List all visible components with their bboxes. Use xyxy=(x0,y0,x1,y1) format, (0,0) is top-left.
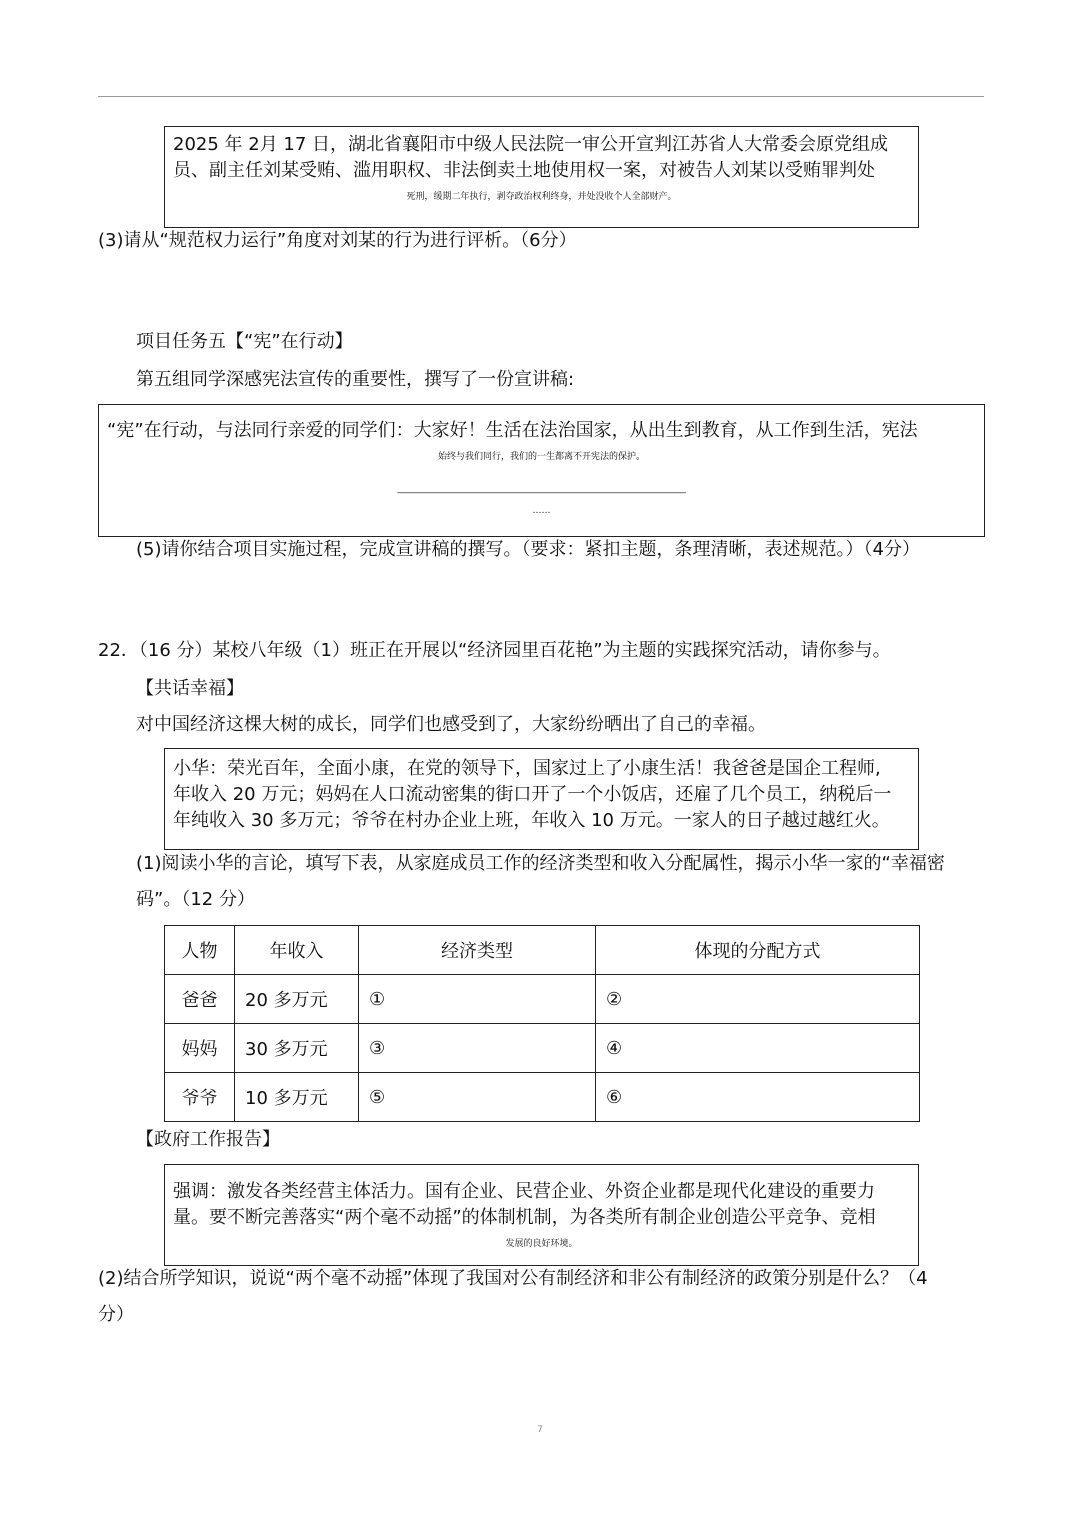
table-cell: 30 多万元 xyxy=(235,1024,359,1073)
table-cell: 10 多万元 xyxy=(235,1073,359,1122)
header-rule xyxy=(98,96,984,97)
table-cell: 妈妈 xyxy=(165,1024,235,1073)
speech-blank: ________________________________________________________________________ xyxy=(397,484,686,494)
table-row xyxy=(165,1073,920,1122)
question-2-line-2: 分） xyxy=(98,1304,134,1325)
table-cell[interactable]: ⑤ xyxy=(359,1073,596,1122)
table-header-row xyxy=(165,926,920,975)
case-line-2: 员、副主任刘某受贿、滥用职权、非法倒卖土地使用权一案，对被告人刘某以受贿罪判处 xyxy=(173,160,875,181)
table-row xyxy=(165,975,920,1024)
section-heading-happiness: 【共话幸福】 xyxy=(136,678,244,699)
table-cell[interactable]: ① xyxy=(359,975,596,1024)
speech-box xyxy=(98,404,985,537)
table-cell[interactable]: ④ xyxy=(596,1024,920,1073)
report-box xyxy=(164,1164,919,1266)
table-cell: 20 多万元 xyxy=(235,975,359,1024)
question-1-line-1: (1)阅读小华的言论，填写下表，从家庭成员工作的经济类型和收入分配属性，揭示小华一家的“幸福密 xyxy=(136,853,945,874)
table-cell: 爷爷 xyxy=(165,1073,235,1122)
table-row xyxy=(165,1024,920,1073)
task5-title: 项目任务五【“宪”在行动】 xyxy=(136,331,353,352)
question-2-line-1: (2)结合所学知识，说说“两个毫不动摇”体现了我国对公有制经济和非公有制经济的政策分别是什么？（4 xyxy=(98,1268,928,1289)
table-cell[interactable]: ③ xyxy=(359,1024,596,1073)
speech-line-2: 始终与我们同行，我们的一生都离不开宪法的保护。 xyxy=(437,452,645,462)
question-5: (5)请你结合项目实施过程，完成宣讲稿的撰写。（要求：紧扣主题，条理清晰，表述规范。）（4分） xyxy=(136,539,920,560)
section-intro: 对中国经济这棵大树的成长，同学们也感受到了，大家纷纷晒出了自己的幸福。 xyxy=(136,714,766,735)
case-line-1: 2025 年 2月 17 日，湖北省襄阳市中级人民法院一审公开宣判江苏省人大常委会原党组成 xyxy=(173,134,889,155)
table-header: 经济类型 xyxy=(359,926,596,975)
table-cell[interactable]: ② xyxy=(596,975,920,1024)
answer-table xyxy=(164,925,920,1122)
table-header: 年收入 xyxy=(235,926,359,975)
report-line-2: 量。要不断完善落实“两个毫不动摇”的体制机制，为各类所有制企业创造公平竞争、竞相 xyxy=(173,1207,876,1228)
xiaohua-line-3: 年纯收入 30 多万元；爷爷在村办企业上班，年收入 10 万元。一家人的日子越过越红火。 xyxy=(173,810,890,831)
xiaohua-line-1: 小华：荣光百年，全面小康，在党的领导下，国家过上了小康生活！我爸爸是国企工程师, xyxy=(173,758,881,779)
table-header: 人物 xyxy=(165,926,235,975)
xiaohua-line-2: 年收入 20 万元；妈妈在人口流动密集的街口开了一个小饭店，还雇了几个员工，纳税后一 xyxy=(173,784,892,805)
report-line-3: 发展的良好环境。 xyxy=(505,1239,578,1249)
speech-line-1: “宪”在行动，与法同行亲爱的同学们：大家好！生活在法治国家，从出生到教育，从工作到生活，宪法 xyxy=(107,420,918,441)
speech-ellipsis: …… xyxy=(532,506,551,516)
page-number: 7 xyxy=(537,1425,543,1435)
question-3: (3)请从“规范权力运行”角度对刘某的行为进行评析。（6分） xyxy=(98,230,577,251)
case-box xyxy=(164,126,919,228)
task5-intro: 第五组同学深感宪法宣传的重要性，撰写了一份宣讲稿: xyxy=(136,369,575,390)
case-line-3: 死刑，缓期二年执行，剥夺政治权利终身，并处没收个人全部财产。 xyxy=(406,192,677,202)
section-heading-report: 【政府工作报告】 xyxy=(136,1129,280,1150)
report-line-1: 强调：激发各类经营主体活力。国有企业、民营企业、外资企业都是现代化建设的重要力 xyxy=(173,1181,875,1202)
table-cell: 爸爸 xyxy=(165,975,235,1024)
table-header: 体现的分配方式 xyxy=(596,926,920,975)
question-22-stem: 22．（16 分）某校八年级（1）班正在开展以“经济园里百花艳”为主题的实践探究活动，请你参与。 xyxy=(98,640,891,661)
question-1-line-2: 码”。（12 分） xyxy=(136,889,255,910)
table-cell[interactable]: ⑥ xyxy=(596,1073,920,1122)
xiaohua-box xyxy=(164,748,919,850)
